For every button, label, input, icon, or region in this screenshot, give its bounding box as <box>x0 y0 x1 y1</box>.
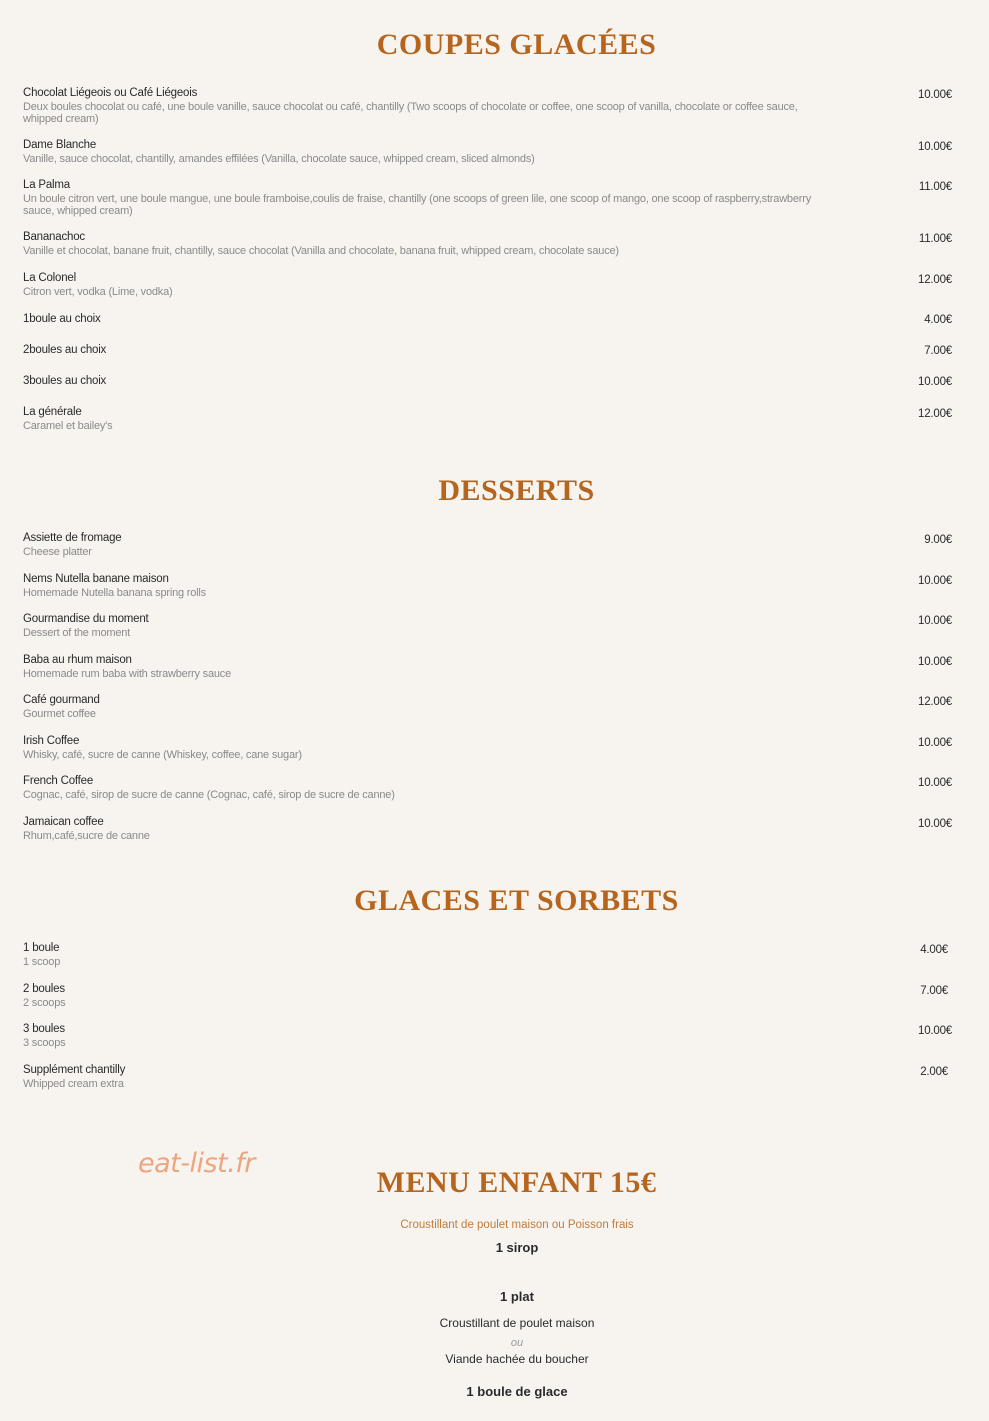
item-name: La Palma <box>23 179 70 191</box>
menu-item <box>23 815 963 843</box>
item-desc: Rhum,café,sucre de canne <box>23 830 150 842</box>
kids-menu-subtitle <box>302 1215 732 1233</box>
item-price: 10.00€ <box>918 1025 952 1037</box>
item-desc: Un boule citron vert, une boule mangue, une boule framboise,coulis de fraise, chantilly (one scoops of green lile, one scoop of mango, one scoop of raspberry,strawberry sauce, whipped cream) <box>23 193 811 217</box>
item-price: 10.00€ <box>918 575 952 587</box>
item-name: 3 boules <box>23 1023 65 1035</box>
menu-item <box>23 178 963 217</box>
item-desc: Homemade rum baba with strawberry sauce <box>23 668 232 680</box>
item-desc: Citron vert, vodka (Lime, vodka) <box>23 286 173 298</box>
item-desc: Gourmet coffee <box>23 708 96 720</box>
menu-item <box>23 612 963 640</box>
item-name: French Coffee <box>23 775 94 787</box>
item-name: 2 boules <box>23 983 65 995</box>
item-desc: 3 scoops <box>23 1037 66 1049</box>
item-desc: Homemade Nutella banana spring rolls <box>23 587 206 599</box>
item-name: Gourmandise du moment <box>23 613 149 625</box>
item-price: 7.00€ <box>924 345 952 357</box>
item-desc: Cheese platter <box>23 546 92 558</box>
item-name: Irish Coffee <box>23 735 80 747</box>
item-name: Assiette de fromage <box>23 532 122 544</box>
kids-sirop-text: 1 sirop <box>495 1240 539 1255</box>
item-price: 10.00€ <box>918 376 952 388</box>
item-price: 12.00€ <box>918 696 952 708</box>
menu-item <box>23 230 963 258</box>
item-name: 1 boule <box>23 942 60 954</box>
kids-menu-subtitle-text: Croustillant de poulet maison ou Poisson frais <box>400 1219 634 1231</box>
kids-menu-dessert <box>302 1383 732 1401</box>
menu-item <box>23 312 963 326</box>
menu-item <box>23 1063 963 1091</box>
item-name: Café gourmand <box>23 694 100 706</box>
item-price: 10.00€ <box>918 818 952 830</box>
menu-item <box>23 86 963 125</box>
item-name: Jamaican coffee <box>23 816 104 828</box>
item-price: 10.00€ <box>918 777 952 789</box>
kids-menu-option-2 <box>302 1350 732 1368</box>
item-price: 12.00€ <box>918 408 952 420</box>
menu-item <box>23 653 963 681</box>
kids-menu-plat <box>302 1288 732 1306</box>
menu-item <box>23 941 963 969</box>
item-price: 10.00€ <box>918 141 952 153</box>
menu-item <box>23 374 963 388</box>
menu-item <box>23 271 963 299</box>
item-name: La Colonel <box>23 272 76 284</box>
kids-menu-option-1 <box>302 1314 732 1332</box>
menu-item <box>23 1022 963 1050</box>
item-desc: Whisky, café, sucre de canne (Whiskey, coffee, cane sugar) <box>23 749 302 761</box>
item-price: 4.00€ <box>920 944 948 956</box>
menu-item <box>23 774 963 802</box>
menu-item <box>23 531 963 559</box>
item-name: La générale <box>23 406 82 418</box>
item-price: 11.00€ <box>918 181 952 193</box>
kids-menu-sirop <box>302 1239 732 1257</box>
menu-item <box>23 572 963 600</box>
menu-item <box>23 138 963 166</box>
item-name: Dame Blanche <box>23 139 97 151</box>
item-desc: Deux boules chocolat ou café, une boule vanille, sauce chocolat ou café, chantilly (Two scoops of chocolate or coffee, one scoop of vanilla, chocolate or coffee sauce, whipped cream) <box>23 101 798 125</box>
item-desc: 1 scoop <box>23 956 61 968</box>
menu-item <box>23 982 963 1010</box>
menu-item <box>23 343 963 357</box>
item-desc: Vanille, sauce chocolat, chantilly, amandes effilées (Vanilla, chocolate sauce, whipped cream, sliced almonds) <box>23 153 535 165</box>
item-name: 2boules au choix <box>23 344 107 356</box>
item-name: Supplément chantilly <box>23 1064 126 1076</box>
menu-item <box>23 405 963 433</box>
item-name: Bananachoc <box>23 231 85 243</box>
kids-plat-text: 1 plat <box>500 1289 534 1304</box>
item-price: 11.00€ <box>918 233 952 245</box>
glaces-title: GLACES ET SORBETS <box>354 884 679 917</box>
desserts-title: DESSERTS <box>438 474 595 507</box>
menu-item <box>23 693 963 721</box>
item-name: Chocolat Liégeois ou Café Liégeois <box>23 87 198 99</box>
item-name: Nems Nutella banane maison <box>23 573 169 585</box>
item-price: 7.00€ <box>920 985 948 997</box>
item-price: 4.00€ <box>924 314 952 326</box>
item-desc: Cognac, café, sirop de sucre de canne (Cognac, café, sirop de sucre de canne) <box>23 789 395 801</box>
item-price: 10.00€ <box>918 615 952 627</box>
item-desc: Vanille et chocolat, banane fruit, chantilly, sauce chocolat (Vanilla and chocolate, banana fruit, whipped cream, chocolate sauce) <box>23 245 619 257</box>
kids-or-text: ou <box>510 1337 524 1349</box>
item-name: Baba au rhum maison <box>23 654 132 666</box>
kids-option1-text: Croustillant de poulet maison <box>439 1316 595 1330</box>
item-price: 10.00€ <box>918 737 952 749</box>
item-price: 9.00€ <box>924 534 952 546</box>
kids-dessert-text: 1 boule de glace <box>466 1384 568 1399</box>
item-price: 10.00€ <box>918 89 952 101</box>
watermark-text: eat-list.fr <box>138 1148 255 1179</box>
item-name: 3boules au choix <box>23 375 107 387</box>
item-price: 10.00€ <box>918 656 952 668</box>
menu-item <box>23 734 963 762</box>
item-desc: Caramel et bailey's <box>23 420 113 432</box>
item-price: 2.00€ <box>920 1066 948 1078</box>
item-desc: Dessert of the moment <box>23 627 131 639</box>
item-desc: 2 scoops <box>23 997 66 1009</box>
coupes-title: COUPES GLACÉES <box>376 28 657 61</box>
kids-menu-or <box>302 1333 732 1351</box>
item-name: 1boule au choix <box>23 313 101 325</box>
kids-menu-title: MENU ENFANT 15€ <box>376 1166 657 1199</box>
kids-option2-text: Viande hachée du boucher <box>445 1352 589 1366</box>
item-price: 12.00€ <box>918 274 952 286</box>
item-desc: Whipped cream extra <box>23 1078 124 1090</box>
